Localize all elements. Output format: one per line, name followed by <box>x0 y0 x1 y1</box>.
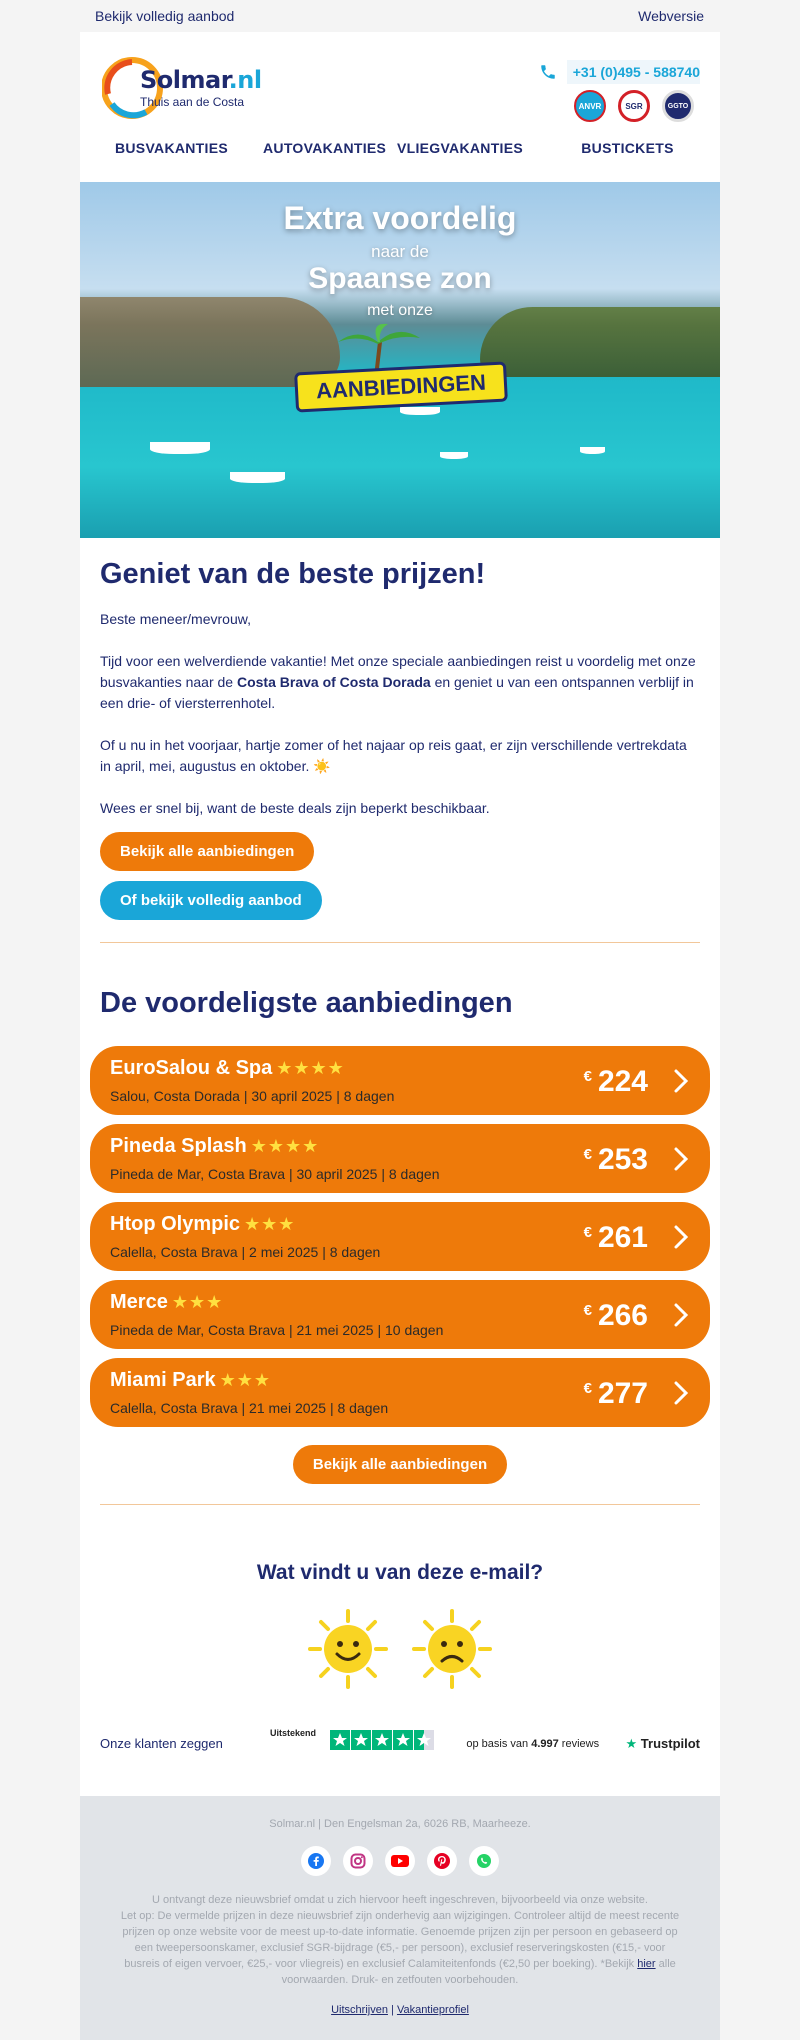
view-full-range-button[interactable]: Of bekijk volledig aanbod <box>100 881 322 920</box>
view-all-offers-button[interactable]: Bekijk alle aanbiedingen <box>293 1445 507 1484</box>
certification-badges <box>574 90 694 122</box>
anvr-badge: ANVR <box>574 90 606 122</box>
ggto-badge: GGTO <box>662 90 694 122</box>
deal-card[interactable] <box>90 1358 710 1427</box>
deal-price: € 224 <box>583 1065 648 1098</box>
newsletter-note: U ontvangt deze nieuwsbrief omdat u zich hiervoor heeft ingeschreven, bijvoorbeeld via onze website. <box>152 1894 648 1906</box>
greeting-text: Beste meneer/mevrouw, <box>100 611 251 627</box>
deal-card[interactable] <box>90 1124 710 1193</box>
star-rating: ★★★ <box>244 1214 296 1234</box>
pinterest-icon[interactable] <box>427 1846 457 1876</box>
deal-name: EuroSalou & Spa <box>110 1057 273 1079</box>
trust-rating-word: Uitstekend <box>270 1727 317 1738</box>
main-nav <box>80 140 720 156</box>
section-divider <box>100 1504 700 1505</box>
deal-details: Pineda de Mar, Costa Brava | 30 april 2025 | 8 dagen <box>110 1166 440 1182</box>
logo[interactable] <box>102 54 272 124</box>
email-container <box>80 32 720 2040</box>
boat-shape <box>440 452 468 459</box>
nav-busvakanties[interactable]: BUSVAKANTIES <box>114 140 229 156</box>
disclaimer-text: Let op: De vermelde prijzen in deze nieuwsbrief zijn onderhevig aan wijzigingen. Controleer altijd de meest recente prijzen op onze website voor de meest up-to-date informatie. Genoemde prijzen zijn per persoon en gebaseerd op een tweepersoonskamer, exclusief SGR-bijdrage (€5,- per persoon), exclusief reserveringskosten (€15,- voor busreis of eigen vervoer, €25,- voor vliegreis) en exclusief Calamiteitenfonds (€2,50 per boeking). *Bekijk hier alle voorwaarden. Druk- en zetfouten voorbehouden. <box>120 1910 680 1986</box>
deal-name: Miami Park <box>110 1369 216 1391</box>
whatsapp-icon[interactable] <box>469 1846 499 1876</box>
trust-rating <box>270 1724 440 1764</box>
social-links <box>120 1846 680 1876</box>
star-rating: ★★★ <box>219 1370 272 1390</box>
phone-number: +31 (0)495 - 588740 <box>567 60 700 84</box>
star-rating: ★★★★ <box>276 1058 345 1078</box>
brand-name: Solmar.nl <box>140 66 262 94</box>
header <box>80 32 720 182</box>
deal-price: € 253 <box>583 1143 648 1176</box>
star-rating: ★★★ <box>171 1292 224 1312</box>
intro-title: Geniet van de beste prijzen! <box>100 558 486 590</box>
instagram-icon[interactable] <box>343 1846 373 1876</box>
unsubscribe-link[interactable]: Uitschrijven <box>331 2004 388 2016</box>
view-all-link[interactable]: Bekijk volledig aanbod <box>95 8 235 24</box>
boat-shape <box>230 472 285 483</box>
deal-name: Htop Olympic <box>110 1213 241 1235</box>
vacation-profile-link[interactable]: Vakantieprofiel <box>396 2004 469 2016</box>
trustpilot-logo: ★ Trustpilot <box>625 1735 700 1751</box>
sad-sun-icon[interactable] <box>410 1607 494 1691</box>
sgr-badge: SGR <box>618 90 650 122</box>
nav-autovakanties[interactable]: AUTOVAKANTIES <box>263 140 387 156</box>
hero-banner[interactable] <box>80 182 720 538</box>
section-divider <box>100 942 700 943</box>
deal-price: € 277 <box>583 1377 648 1410</box>
trustpilot-stars-icon <box>330 1730 434 1750</box>
deal-card[interactable] <box>90 1202 710 1271</box>
deal-details: Salou, Costa Dorada | 30 april 2025 | 8 dagen <box>110 1088 395 1104</box>
intro-paragraph-3: Wees er snel bij, want de beste deals zijn beperkt beschikbaar. <box>100 800 490 816</box>
trust-label: Onze klanten zeggen <box>100 1736 223 1751</box>
chevron-right-icon <box>670 1302 692 1328</box>
feedback-title: Wat vindt u van deze e-mail? <box>256 1561 544 1584</box>
deal-details: Calella, Costa Brava | 21 mei 2025 | 8 dagen <box>110 1400 389 1416</box>
deal-details: Pineda de Mar, Costa Brava | 21 mei 2025 | 10 dagen <box>110 1322 444 1338</box>
feedback-options <box>100 1607 700 1691</box>
terms-link[interactable]: hier <box>637 1958 656 1970</box>
webversion-link[interactable]: Webversie <box>638 8 704 24</box>
chevron-right-icon <box>670 1224 692 1250</box>
boat-shape <box>580 447 605 454</box>
footer-links: Uitschrijven | Vakantieprofiel <box>331 2004 469 2016</box>
deal-name: Pineda Splash <box>110 1135 247 1157</box>
facebook-icon[interactable] <box>301 1846 331 1876</box>
deal-name: Merce <box>110 1291 168 1313</box>
hero-line-3: Spaanse zon <box>308 262 492 295</box>
happy-sun-icon[interactable] <box>306 1607 390 1691</box>
nav-bustickets[interactable]: BUSTICKETS <box>581 140 674 156</box>
hero-offers-banner: AANBIEDINGEN <box>294 361 508 412</box>
brand-tagline: Thuis aan de Costa <box>140 95 245 109</box>
company-address: Solmar.nl | Den Engelsman 2a, 6026 RB, Maarheeze. <box>269 1818 531 1830</box>
hero-line-4: met onze <box>367 302 433 319</box>
view-offers-button[interactable]: Bekijk alle aanbiedingen <box>100 832 314 871</box>
intro-paragraph-2: Of u nu in het voorjaar, hartje zomer of het najaar op reis gaat, er zijn verschillende vertrekdata in april, mei, augustus en oktober. ☀️ <box>100 737 687 774</box>
youtube-icon[interactable] <box>385 1846 415 1876</box>
deal-card[interactable] <box>90 1280 710 1349</box>
boat-shape <box>150 442 210 454</box>
hero-line-1: Extra voordelig <box>283 200 517 236</box>
nav-vliegvakanties[interactable]: VLIEGVAKANTIES <box>396 140 524 156</box>
intro-paragraph-1: Tijd voor een welverdiende vakantie! Met onze speciale aanbiedingen reist u voordelig met onze busvakanties naar de Costa Brava of Costa Dorada en geniet u van een ontspannen verblijf in een drie- of viersterrenhotel. <box>100 653 696 711</box>
chevron-right-icon <box>670 1068 692 1094</box>
deal-card[interactable] <box>90 1046 710 1115</box>
trust-review-count: op basis van 4.997 reviews <box>466 1737 600 1750</box>
deals-title: De voordeligste aanbiedingen <box>100 987 513 1019</box>
phone-contact[interactable] <box>539 60 700 84</box>
top-bar <box>0 0 800 32</box>
chevron-right-icon <box>670 1380 692 1406</box>
trustpilot-bar[interactable] <box>100 1691 700 1796</box>
deals-cta-wrap <box>100 1445 700 1484</box>
hero-line-2: naar de <box>371 242 429 261</box>
intro-section <box>80 538 720 1796</box>
star-rating: ★★★★ <box>250 1136 320 1156</box>
boat-shape <box>400 407 440 415</box>
phone-icon <box>539 63 557 81</box>
deal-details: Calella, Costa Brava | 2 mei 2025 | 8 dagen <box>110 1244 381 1260</box>
deal-price: € 261 <box>583 1221 648 1254</box>
footer <box>80 1796 720 2040</box>
chevron-right-icon <box>670 1146 692 1172</box>
deal-price: € 266 <box>583 1299 648 1332</box>
